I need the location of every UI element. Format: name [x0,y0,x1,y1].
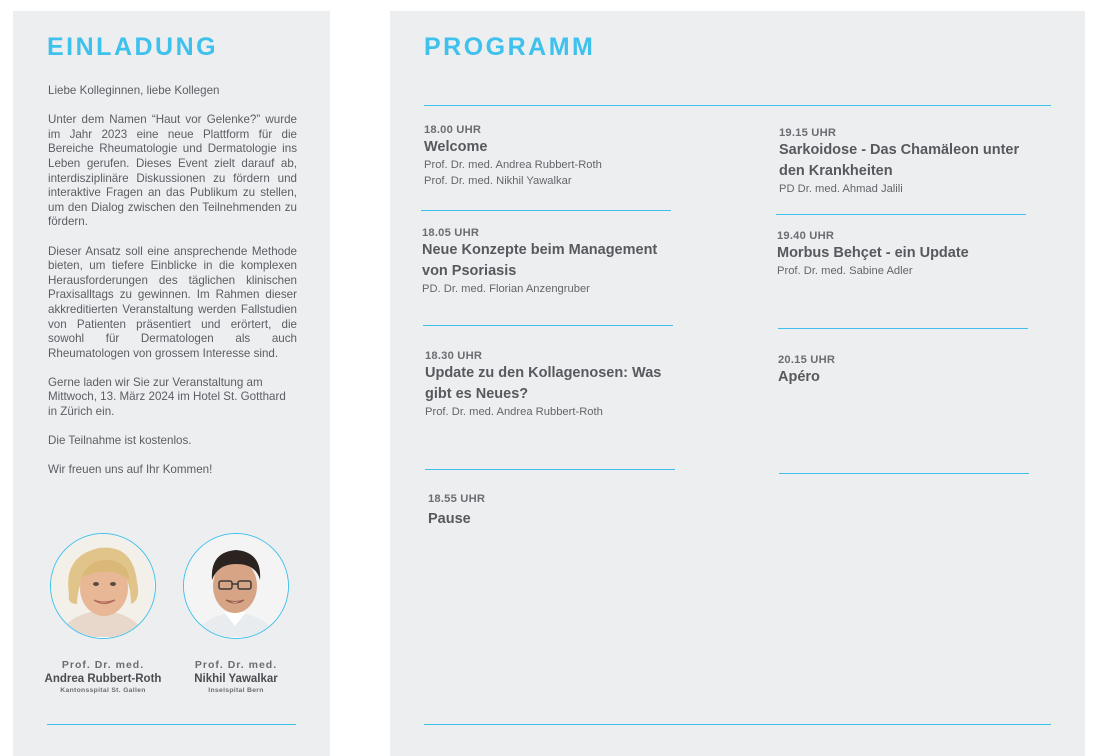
portrait-man-icon [184,534,287,637]
divider-line [779,473,1029,474]
invitation-heading: EINLADUNG [47,33,219,61]
greeting: Liebe Kolleginnen, liebe Kollegen [48,84,220,97]
slot-time: 20.15 UHR [778,354,836,366]
slot-speaker: Prof. Dr. med. Andrea Rubbert-Roth [425,406,603,418]
program-slot-apero [778,354,1028,388]
program-slot-behcet [777,230,1027,280]
speaker-institution: Kantonsspital St. Gallen [60,687,146,694]
divider-line [424,724,1051,725]
slot-title: Sarkoidose - Das Chamäleon unter den Krankheiten [779,142,1020,179]
speaker-card-1 [33,659,173,694]
program-slot-sarkoidose [779,127,1029,198]
divider-line [776,214,1026,215]
program-slot-psoriasis [422,227,672,298]
slot-title: Apéro [778,369,820,385]
slot-time: 19.40 UHR [777,230,835,242]
program-slot-welcome [424,124,674,189]
divider-line [425,469,675,470]
slot-time: 18.00 UHR [424,124,482,136]
divider-line [423,325,673,326]
slot-speaker: PD Dr. med. Ahmad Jalili [779,183,903,195]
divider-line [424,105,1051,106]
slot-speaker: Prof. Dr. med. Nikhil Yawalkar [424,174,572,187]
divider-line [421,210,671,211]
slot-time: 18.05 UHR [422,227,480,239]
slot-title: Update zu den Kollagenosen: Was gibt es Neues? [425,365,662,402]
invitation-text [48,84,297,493]
divider-line [778,328,1028,329]
slot-time: 18.30 UHR [425,350,483,362]
slot-title: Welcome [424,139,488,155]
slot-title: Neue Konzepte beim Management von Psoriasis [422,242,658,279]
slot-title: Morbus Behçet - ein Update [777,245,969,261]
slot-speaker: Prof. Dr. med. Sabine Adler [777,265,913,277]
speaker-name: Nikhil Yawalkar [194,673,278,685]
slot-time: 19.15 UHR [779,127,837,139]
speaker-title: Prof. Dr. med. [194,659,278,671]
program-slot-pause [428,493,678,530]
speaker-title: Prof. Dr. med. [61,659,145,671]
slot-speaker: PD. Dr. med. Florian Anzengruber [422,283,590,295]
intro-paragraph-1: Unter dem Namen “Haut vor Gelenke?” wurde im Jahr 2023 eine neue Plattform für die Bereiche Rheumatologie und Dermatologie ins Leben gerufen. Dieses Event zielt darauf ab, interdisziplinäre Diskussionen zu fördern und interaktive Fragen an das Publikum zu stellen, um den Dialog zwischen den Teilnehmenden zu fördern. [48,113,297,229]
intro-paragraph-3: Gerne laden wir Sie zur Veranstaltung am Mittwoch, 13. März 2024 im Hotel St. Gotthard in Zürich ein. [48,375,286,419]
program-slot-kollagenosen [425,350,675,421]
divider-line [47,724,296,725]
speaker-photo-rubbert-roth [50,533,156,639]
portrait-woman-icon [51,534,154,637]
speaker-institution: Inselspital Bern [208,687,264,694]
speaker-photo-yawalkar [183,533,289,639]
speaker-name: Andrea Rubbert-Roth [44,673,162,685]
slot-title: Pause [428,511,471,527]
intro-paragraph-5: Wir freuen uns auf Ihr Kommen! [48,463,213,477]
program-panel [390,11,1085,756]
slot-time: 18.55 UHR [428,493,486,505]
intro-paragraph-4: Die Teilnahme ist kostenlos. [48,434,192,448]
slot-speaker: Prof. Dr. med. Andrea Rubbert-Roth [424,159,602,171]
program-heading: PROGRAMM [424,33,596,61]
speaker-card-2 [166,659,306,694]
invitation-panel [13,11,330,756]
intro-paragraph-2: Dieser Ansatz soll eine ansprechende Methode bieten, um tiefere Einblicke in die komplexen Herausforderungen des täglichen klinischen Praxisalltags zu gewinnen. Im Rahmen dieser akkreditierten Veranstaltung werden Fallstudien von Patienten präsentiert und erörtert, die sowohl für Dermatologen als auch Rheumatologen von grossem Interesse sind. [48,244,297,360]
